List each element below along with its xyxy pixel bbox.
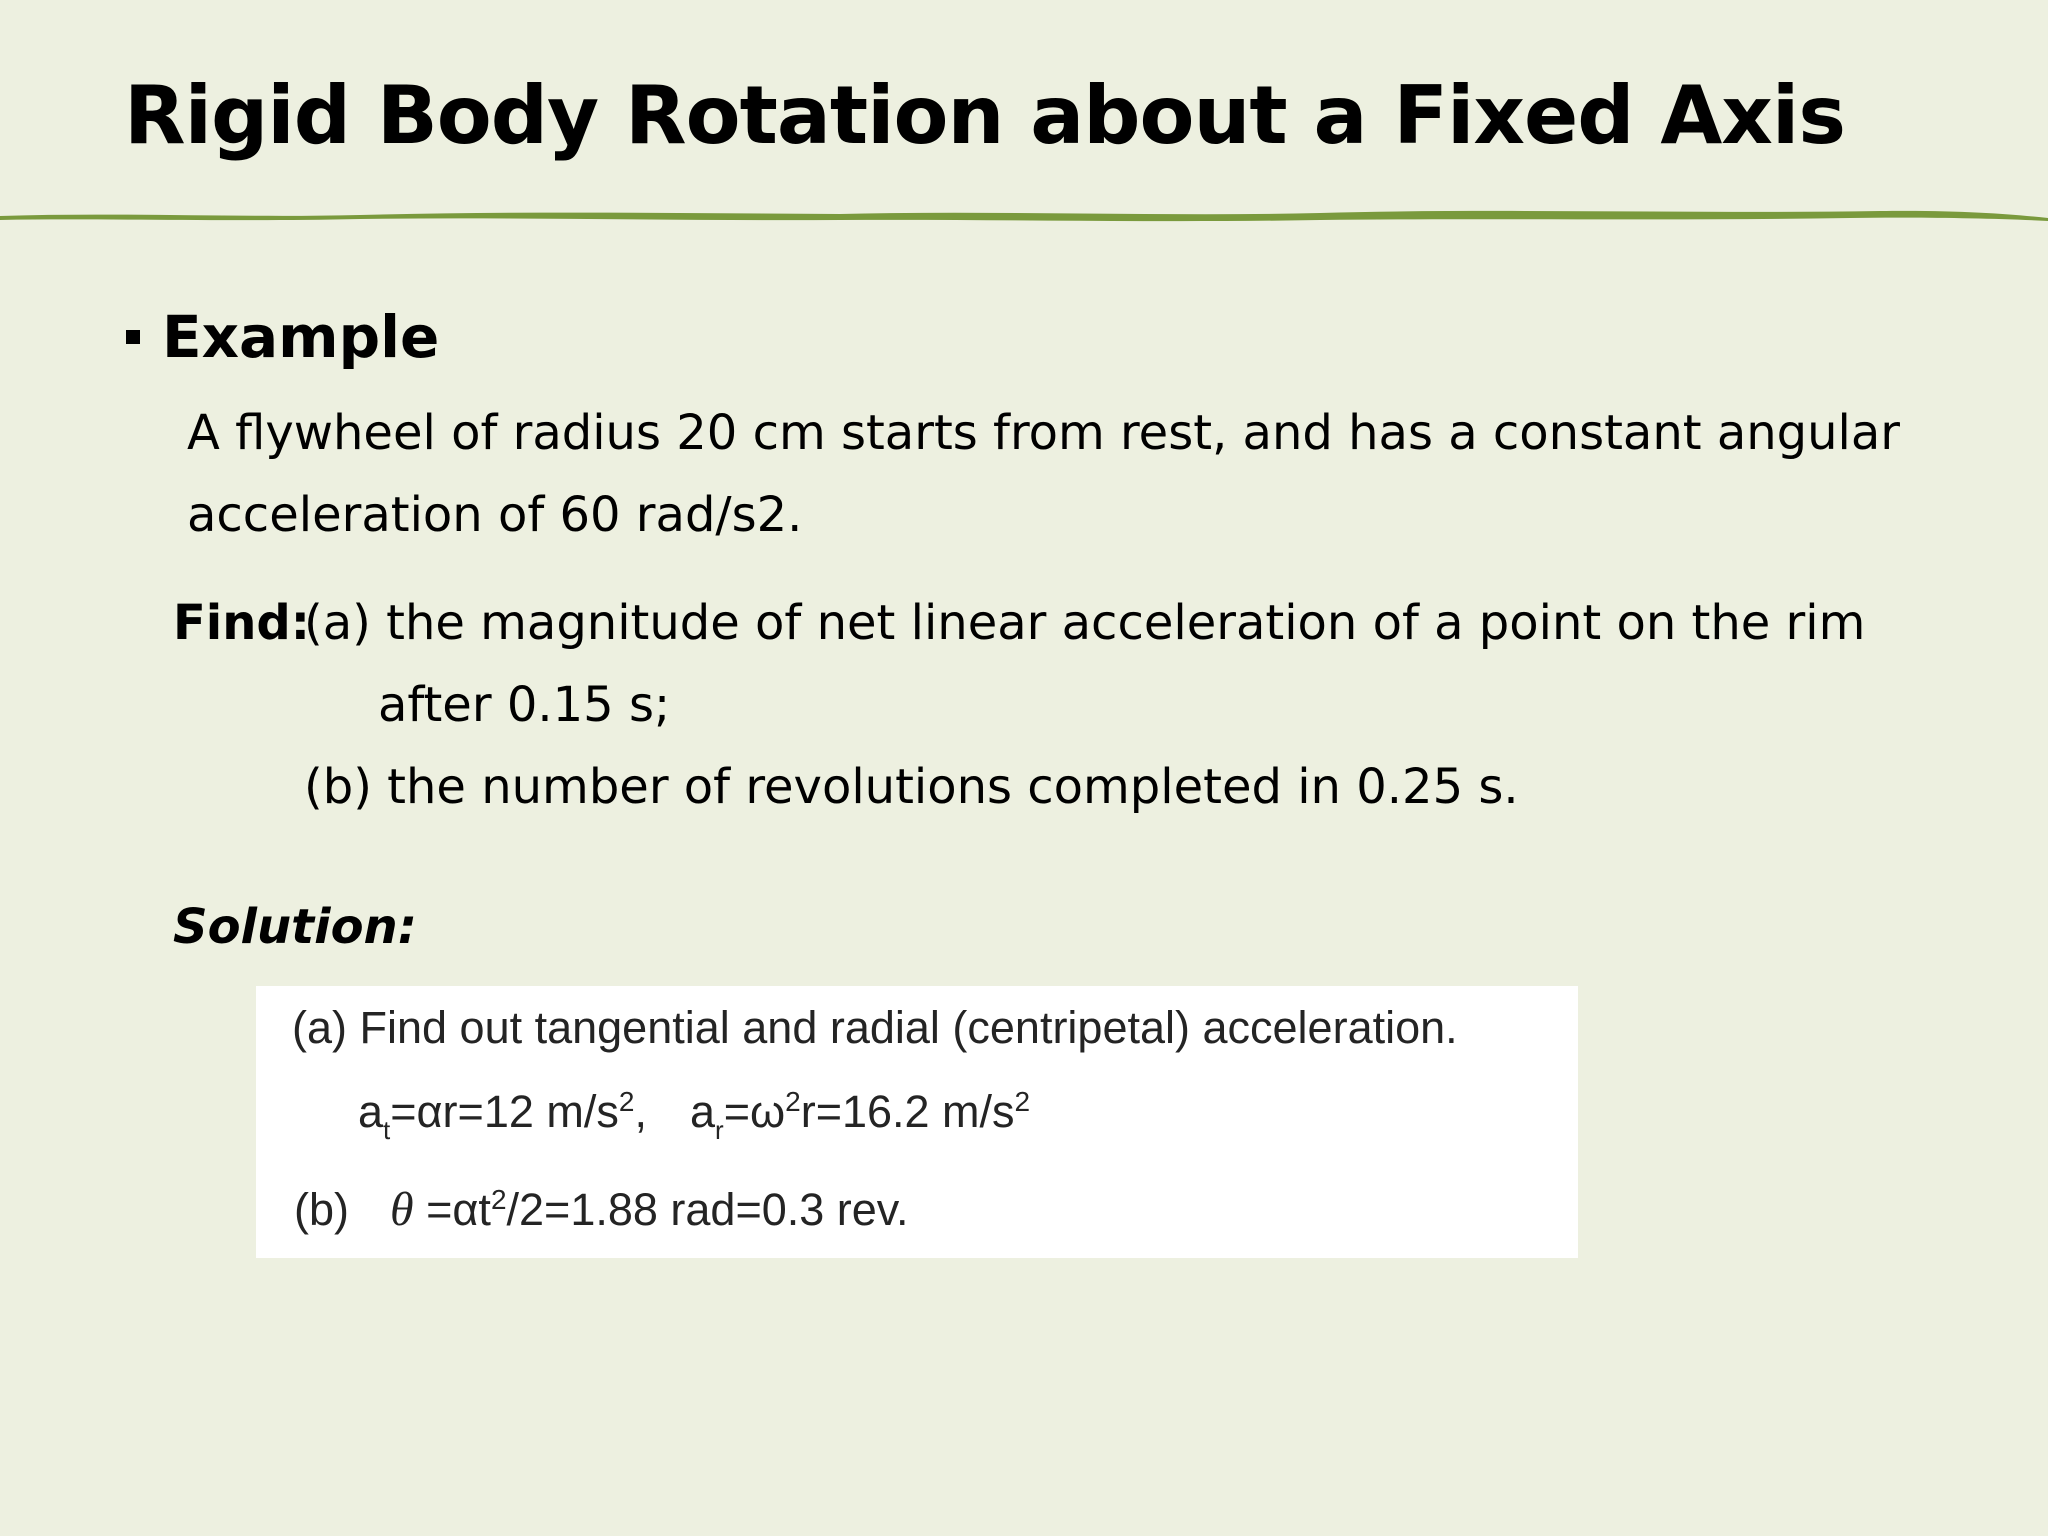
solution-panel [256,986,1578,1258]
intro-line-2: acceleration of 60 rad/s2. [187,487,803,543]
find-item-a-continuation: after 0.15 s; [378,677,671,733]
radial-symbol: a [690,1086,716,1137]
tangential-unit-exponent: 2 [618,1086,635,1117]
revolution-equation-part-1: =αt [426,1184,491,1235]
revolution-equation-part-2: /2=1.88 rad=0.3 rev. [506,1184,909,1235]
section-heading [126,304,439,371]
intro-paragraph [187,392,1927,556]
acceleration-equations [358,1086,1030,1146]
tangential-symbol: a [358,1086,384,1137]
radial-equation: r=16.2 m/s [800,1086,1015,1137]
find-label: Find: [173,595,310,651]
revolution-time-exponent: 2 [490,1184,507,1215]
solution-line-a: (a) Find out tangential and radial (centripetal) acceleration. [292,1002,1458,1053]
theta-symbol: θ [390,1183,414,1236]
find-item-a: (a) the magnitude of net linear acceleration of a point on the rim [304,595,1866,651]
tangential-subscript: t [383,1115,391,1145]
radial-subscript: r [715,1115,724,1145]
revolution-label: (b) [294,1184,349,1235]
radial-omega: =ω [723,1086,786,1137]
solution-label: Solution: [173,899,417,955]
radial-omega-exponent: 2 [785,1086,801,1117]
title-rule-stroke [0,211,2048,221]
equation-separator: , [634,1086,647,1137]
intro-line-1: A flywheel of radius 20 cm starts from rest, and has a constant angular [187,405,1901,461]
find-item-b: (b) the number of revolutions completed in 0.25 s. [304,759,1519,815]
tangential-equation: =αr=12 m/s [390,1086,619,1137]
revolution-equation [294,1182,908,1237]
bullet-marker [126,330,140,344]
title-rule [0,196,2048,232]
section-heading-text: Example [162,303,440,371]
radial-unit-exponent: 2 [1014,1086,1031,1117]
slide-title: Rigid Body Rotation about a Fixed Axis [124,69,1845,162]
